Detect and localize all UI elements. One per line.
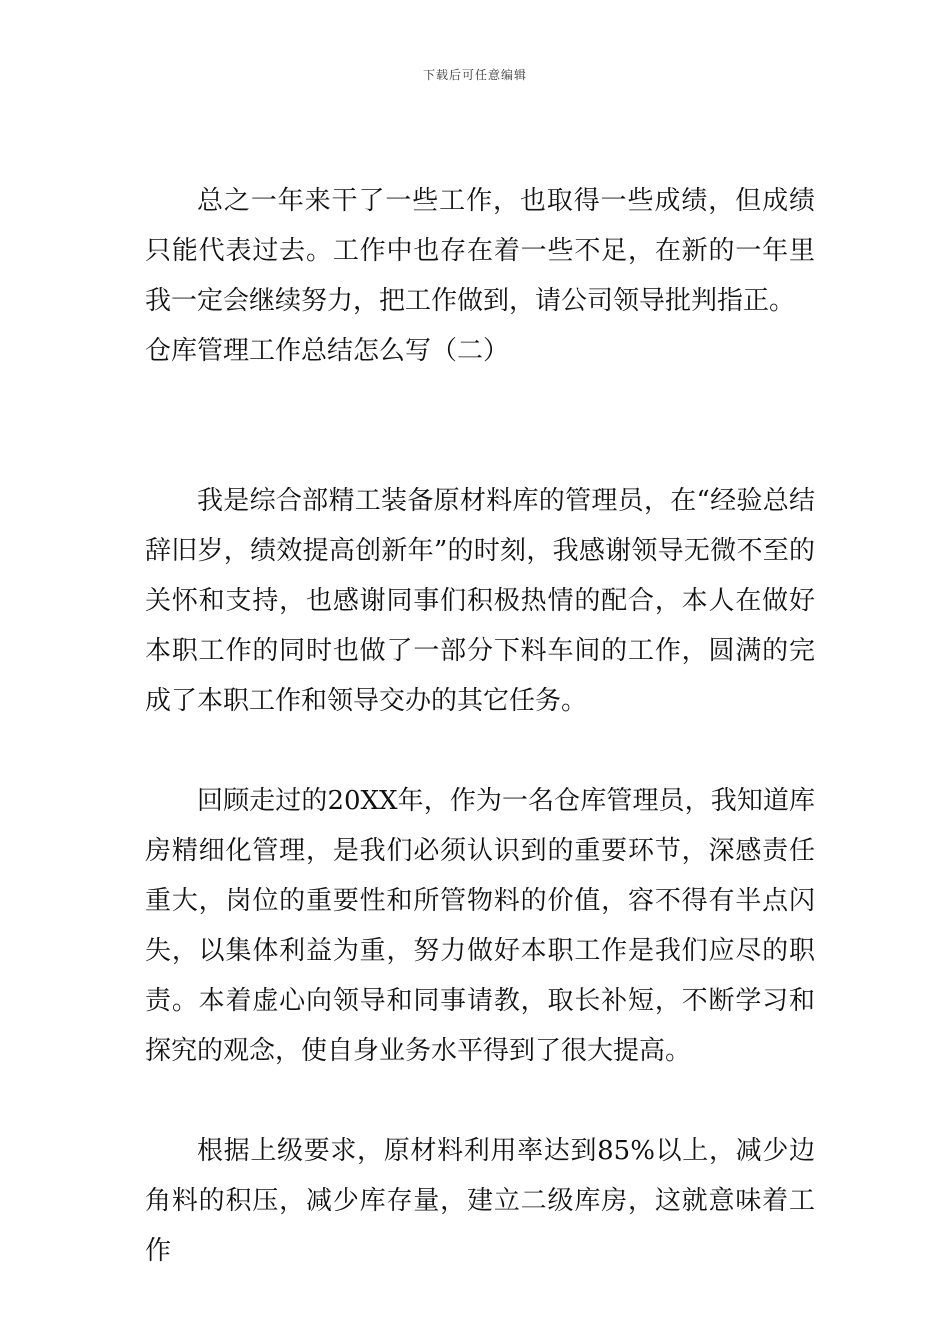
section-spacer [145,376,815,476]
page-header-note: 下载后可任意编辑 [422,68,527,82]
paragraph-review: 回顾走过的20XX年，作为一名仓库管理员，我知道库房精细化管理，是我们必须认识到的重要环节，深感责任重大，岗位的重要性和所管物料的价值，容不得有半点闪失，以集体利益为重，努力做好本职工作是我们应尽的职责。本着虚心向领导和同事请教，取长补短，不断学习和探究的观念，使自身业务水平得到了很大提高。 [145,786,815,1066]
paragraph-requirements: 根据上级要求，原材料利用率达到85%以上，减少边角料的积压，减少库存量，建立二级库房，这就意味着工作 [145,1136,815,1266]
paragraph-summary: 总之一年来干了一些工作，也取得一些成绩，但成绩只能代表过去。工作中也存在着一些不足，在新的一年里我一定会继续努力，把工作做到，请公司领导批判指正。 [145,186,815,316]
paragraph-spacer [145,726,815,776]
section-title: 仓库管理工作总结怎么写（二） [145,336,510,366]
paragraph-spacer [145,1076,815,1126]
paragraph-introduction: 我是综合部精工装备原材料库的管理员，在“经验总结辞旧岁，绩效提高创新年”的时刻，我感谢领导无微不至的关怀和支持，也感谢同事们积极热情的配合，本人在做好本职工作的同时也做了一部分下料车间的工作，圆满的完成了本职工作和领导交办的其它任务。 [145,486,815,716]
document-body [145,176,815,1276]
